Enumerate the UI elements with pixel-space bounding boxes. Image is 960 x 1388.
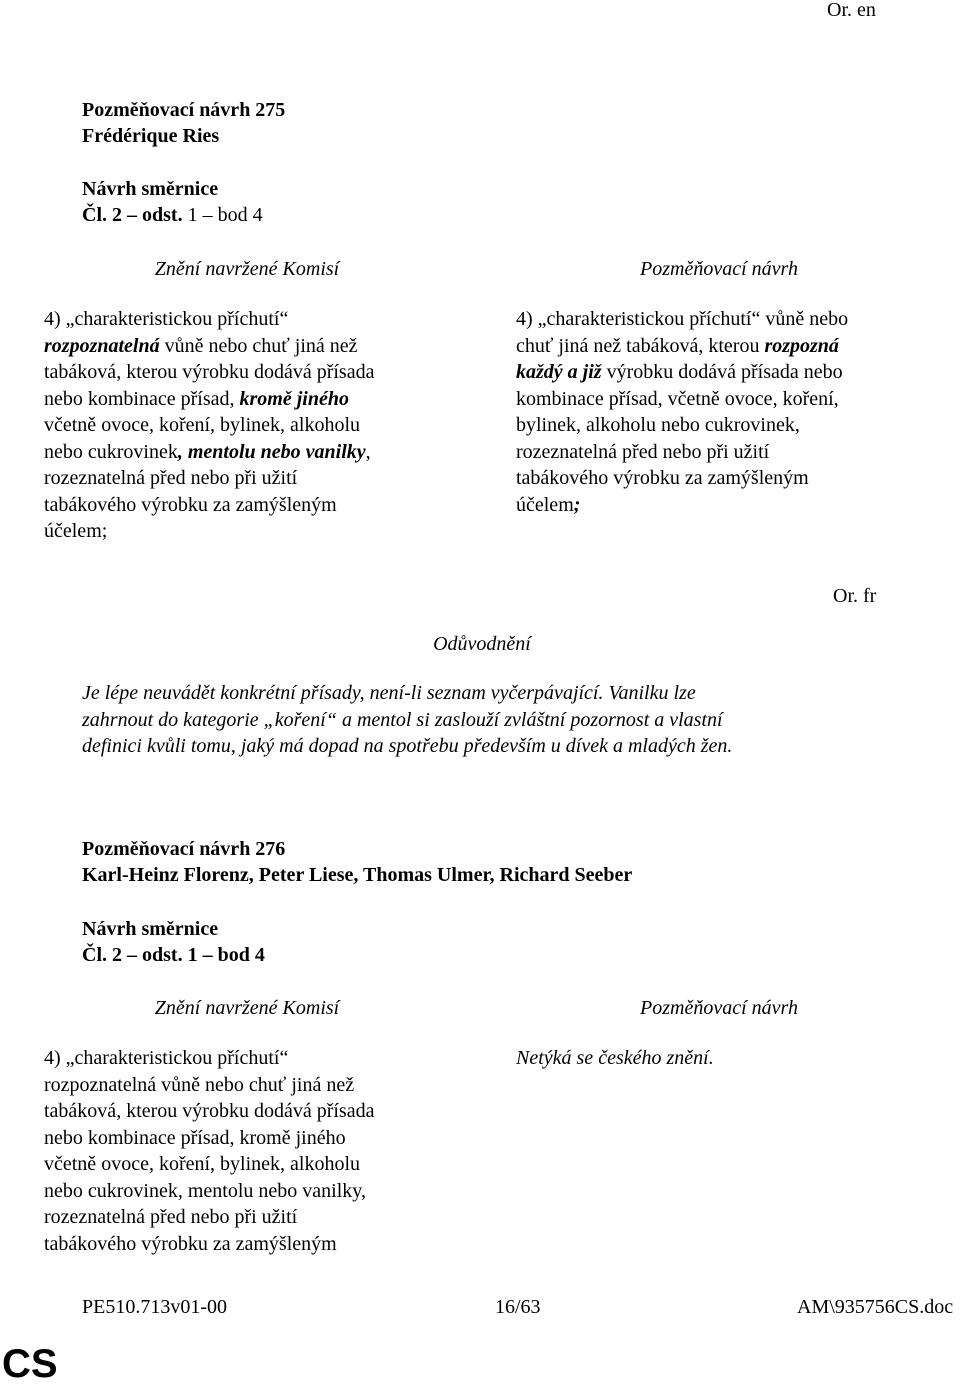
- amendment-text: 4) „charakteristickou příchutí“ vůně nebo chuť jiná než tabáková, kterou rozpozná každý a již výrobku dodává přísada nebo kombinace přísad, včetně ovoce, koření, bylinek, alkoholu nebo cukrovinek, rozeznatelná před nebo při užití tabákového výrobku za zamýšleným účelem;: [516, 308, 849, 516]
- proposal-label: Návrh směrnice: [82, 918, 219, 940]
- article-reference: Čl. 2 – odst. 1 – bod 4: [82, 944, 265, 966]
- amendment-title: Pozměňovací návrh 276: [82, 838, 286, 860]
- justification-text: Je lépe neuvádět konkrétní přísady, není-li seznam vyčerpávající. Vanilku lze zahrnout do kategorie „koření“ a mentol si zaslouží zvláštní pozornost a vlastní definici kvůli tomu, jaký má dopad na spotřebu především u dívek a mladých žen.: [82, 682, 733, 757]
- file-name: AM\935756CS.doc: [797, 1296, 954, 1318]
- language-code: CS: [2, 1342, 58, 1386]
- amendment-author: Frédérique Ries: [82, 125, 220, 147]
- amendment-author: Karl-Heinz Florenz, Peter Liese, Thomas Ulmer, Richard Seeber: [82, 864, 633, 886]
- amendment-text-heading: Pozměňovací návrh: [640, 997, 798, 1019]
- page-number: 16/63: [495, 1296, 541, 1318]
- amendment-text-heading: Pozměňovací návrh: [640, 258, 798, 280]
- amendment-title: Pozměňovací návrh 275: [82, 99, 286, 121]
- article-reference: Čl. 2 – odst. 1 – bod 4: [82, 204, 263, 226]
- commission-text: 4) „charakteristickou příchutí“ rozpoznatelná vůně nebo chuť jiná než tabáková, kterou výrobku dodává přísada nebo kombinace přísad, kromě jiného včetně ovoce, koření, bylinek, alkoholu nebo cukrovinek, mentolu nebo vanilky, rozeznatelná před nebo při užití tabákového výrobku za zamýšleným: [44, 1047, 375, 1255]
- commission-text: 4) „charakteristickou příchutí“ rozpoznatelná vůně nebo chuť jiná než tabáková, kterou výrobku dodává přísada nebo kombinace přísad, kromě jiného včetně ovoce, koření, bylinek, alkoholu nebo cukrovinek, mentolu nebo vanilky, rozeznatelná před nebo při užití tabákového výrobku za zamýšleným účelem;: [44, 308, 375, 542]
- original-language-label: Or. en: [827, 0, 876, 21]
- proposal-label: Návrh směrnice: [82, 178, 219, 200]
- commission-text-heading: Znění navržené Komisí: [154, 997, 340, 1019]
- commission-text-heading: Znění navržené Komisí: [154, 258, 340, 280]
- justification-heading: Odůvodnění: [433, 633, 531, 655]
- amendment-text: Netýká se českého znění.: [516, 1047, 714, 1069]
- original-language-label: Or. fr: [833, 585, 877, 607]
- document-id: PE510.713v01-00: [82, 1296, 227, 1318]
